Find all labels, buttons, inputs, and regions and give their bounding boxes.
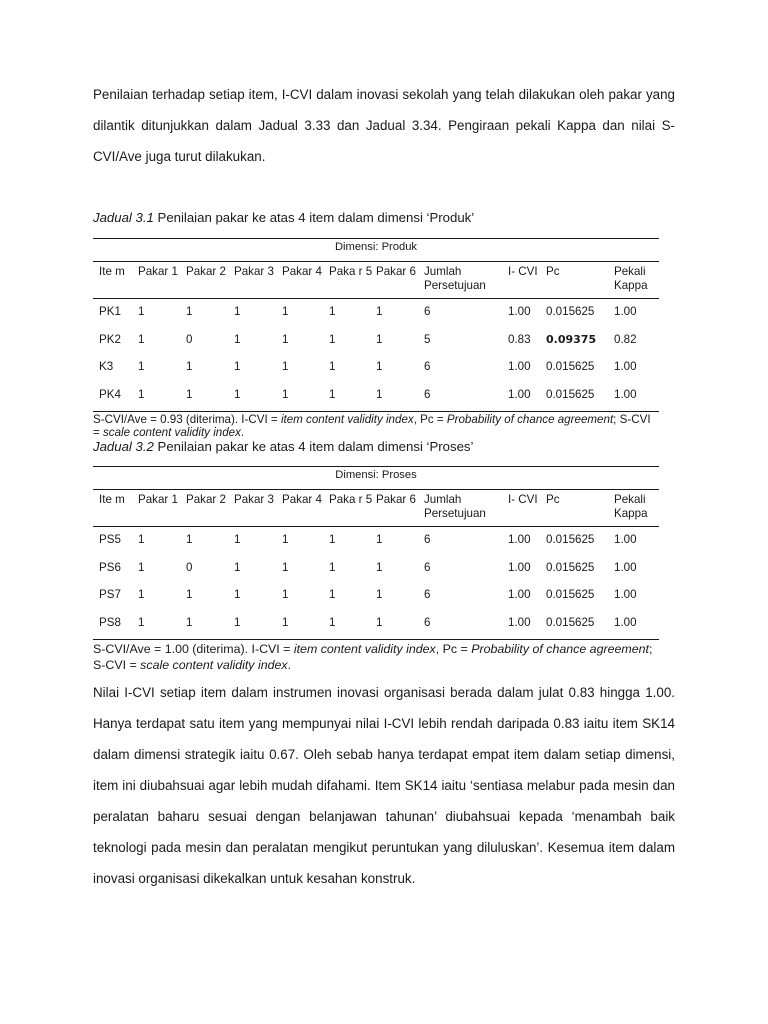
cell-pakar4: 1 [282, 588, 289, 601]
note-text: . [240, 426, 245, 439]
cell-pakar2: 1 [186, 533, 193, 546]
note-term: scale content validity index [140, 658, 288, 672]
note-text: ; S-CVI = [93, 642, 653, 672]
table1 [93, 238, 659, 439]
table1-grid [93, 262, 659, 298]
cell-kappa: 1.00 [614, 305, 637, 318]
cell-pakar3: 1 [234, 588, 241, 601]
note-term: item content validity index [293, 642, 436, 656]
table2-caption [93, 439, 663, 455]
col-header-pakar4: Pakar 4 [282, 493, 322, 506]
col-header-kappa: Pekali Kappa [614, 265, 648, 292]
cell-kappa: 1.00 [614, 588, 637, 601]
cell-jumlah: 6 [424, 560, 431, 574]
cell-pakar4: 1 [282, 305, 289, 318]
table-row [93, 299, 659, 329]
cell-pakar5: 1 [329, 560, 336, 574]
table1-caption [93, 210, 663, 226]
col-header-icvi: I- CVI [508, 265, 538, 278]
col-header-pakar5: Paka r 5 [329, 493, 373, 506]
note-text: , Pc = [435, 642, 472, 656]
table1-header-row [93, 262, 659, 298]
cell-pakar4: 1 [282, 387, 289, 401]
cell-item: PS8 [99, 615, 121, 629]
col-header-jumlah: Jumlah Persetujuan [424, 493, 486, 520]
col-header-pakar6: Pakar 6 [376, 265, 416, 278]
cell-pakar1: 1 [138, 615, 145, 629]
cell-pakar1: 1 [138, 360, 145, 373]
cell-pakar6: 1 [376, 588, 383, 601]
cell-pakar5: 1 [329, 615, 336, 629]
note-text: ; S-CVI = [93, 413, 651, 439]
table-row [93, 329, 659, 357]
cell-pakar1: 1 [138, 332, 145, 346]
cell-pc: 0.015625 [546, 560, 595, 574]
cell-pakar4: 1 [282, 560, 289, 574]
cell-icvi: 1.00 [508, 360, 531, 373]
cell-pakar5: 1 [329, 387, 336, 401]
cell-pakar2: 1 [186, 615, 193, 629]
cell-icvi: 1.00 [508, 588, 531, 601]
table2-footnote [93, 640, 659, 673]
cell-pakar4: 1 [282, 332, 289, 346]
table1-dimension: Dimensi: Produk [334, 241, 418, 253]
cell-pakar1: 1 [138, 387, 145, 401]
col-header-pakar6: Pakar 6 [376, 493, 416, 506]
cell-item: PS5 [99, 533, 121, 546]
table2-grid [93, 490, 659, 526]
cell-icvi: 0.83 [508, 332, 531, 346]
table1-caption-text: Penilaian pakar ke atas 4 item dalam dimensi ‘Produk’ [153, 210, 475, 225]
table2-caption-label: Jadual 3.2 [93, 439, 154, 454]
cell-kappa: 0.82 [614, 332, 637, 346]
cell-pakar2: 0 [186, 332, 193, 346]
cell-item: PK2 [99, 332, 121, 346]
cell-pakar1: 1 [138, 305, 145, 318]
col-header-pakar5: Paka r 5 [329, 265, 373, 278]
cell-item: PS6 [99, 560, 121, 574]
cell-pakar5: 1 [329, 588, 336, 601]
cell-pc: 0.015625 [546, 360, 595, 373]
table2-dimension: Dimensi: Proses [335, 469, 417, 481]
cell-pc: 0.09375 [546, 332, 597, 346]
cell-jumlah: 6 [424, 360, 431, 373]
table2-caption-text: Penilaian pakar ke atas 4 item dalam dimensi ‘Proses’ [153, 439, 474, 454]
cell-pakar5: 1 [329, 360, 336, 373]
cell-icvi: 1.00 [508, 533, 531, 546]
cell-pc: 0.015625 [546, 588, 595, 601]
cell-kappa: 1.00 [614, 560, 637, 574]
cell-jumlah: 5 [424, 332, 431, 346]
cell-pakar3: 1 [234, 305, 241, 318]
note-term: Probability of chance agreement [446, 413, 614, 426]
cell-jumlah: 6 [424, 615, 431, 629]
col-header-pakar3: Pakar 3 [234, 265, 274, 278]
cell-pakar2: 0 [186, 560, 193, 574]
note-text: , Pc = [413, 413, 447, 426]
cell-pakar3: 1 [234, 615, 241, 629]
cell-item: K3 [99, 360, 114, 373]
cell-pakar6: 1 [376, 533, 383, 546]
cell-pakar1: 1 [138, 588, 145, 601]
cell-kappa: 1.00 [614, 387, 637, 401]
cell-pakar5: 1 [329, 305, 336, 318]
note-text: . [287, 658, 292, 672]
cell-pakar3: 1 [234, 360, 241, 373]
cell-pakar6: 1 [376, 387, 383, 401]
cell-pakar1: 1 [138, 533, 145, 546]
cell-pakar3: 1 [234, 332, 241, 346]
col-header-item: Ite m [99, 265, 125, 278]
cell-icvi: 1.00 [508, 305, 531, 318]
outro-paragraph: Nilai I-CVI setiap item dalam instrumen inovasi organisasi berada dalam julat 0.83 hingga 1.00. Hanya terdapat satu item yang mempunyai nilai I-CVI lebih rendah daripada 0.83 iaitu item SK14 dalam dimensi strategik iaitu 0.67. Oleh sebab hanya terdapat empat item dalam setiap dimensi, item ini diubahsuai agar lebih mudah difahami. Item SK14 iaitu ‘sentiasa melabur pada mesin dan peralatan baharu sesuai dengan belanjawan tahunan’ diubahsuai kepada ‘menambah baik teknologi pada mesin dan peralatan mengikut peruntukan yang diluluskan’. Kesemua item dalam inovasi organisasi dikekalkan untuk kesahan konstruk. [93, 685, 675, 886]
cell-pakar2: 1 [186, 360, 193, 373]
col-header-pakar1: Pakar 1 [138, 493, 178, 506]
table1-body [93, 299, 659, 411]
table2-header-row [93, 490, 659, 526]
note-term: item content validity index [280, 413, 414, 426]
cell-kappa: 1.00 [614, 615, 637, 629]
note-term: Probability of chance agreement [471, 642, 649, 656]
note-text: S-CVI/Ave = 0.93 (diterima). I-CVI = [93, 413, 281, 426]
col-header-pc: Pc [546, 265, 560, 278]
cell-pakar5: 1 [329, 533, 336, 546]
col-header-pakar2: Pakar 2 [186, 265, 226, 278]
col-header-kappa: Pekali Kappa [614, 493, 648, 520]
cell-jumlah: 6 [424, 533, 431, 546]
cell-icvi: 1.00 [508, 615, 531, 629]
note-term: scale content validity index [103, 426, 241, 439]
cell-pakar6: 1 [376, 560, 383, 574]
table-row [93, 384, 659, 412]
note-text: S-CVI/Ave = 1.00 (diterima). I-CVI = [93, 642, 294, 656]
cell-pc: 0.015625 [546, 533, 595, 546]
cell-pc: 0.015625 [546, 387, 595, 401]
table-row [93, 356, 659, 384]
col-header-pakar3: Pakar 3 [234, 493, 274, 506]
cell-pc: 0.015625 [546, 305, 595, 318]
table-row [93, 527, 659, 557]
col-header-pakar1: Pakar 1 [138, 265, 178, 278]
table2-body [93, 527, 659, 639]
cell-item: PK4 [99, 387, 121, 401]
cell-item: PS7 [99, 588, 121, 601]
cell-pakar3: 1 [234, 387, 241, 401]
table1-footnote [93, 412, 659, 439]
cell-jumlah: 6 [424, 305, 431, 318]
cell-icvi: 1.00 [508, 560, 531, 574]
cell-pakar4: 1 [282, 360, 289, 373]
cell-pakar6: 1 [376, 615, 383, 629]
intro-paragraph: Penilaian terhadap setiap item, I-CVI dalam inovasi sekolah yang telah dilakukan oleh pakar yang dilantik ditunjukkan dalam Jadual 3.33 dan Jadual 3.34. Pengiraan pekali Kappa dan nilai S-CVI/Ave juga turut dilakukan. [93, 87, 675, 164]
col-header-pakar4: Pakar 4 [282, 265, 322, 278]
cell-item: PK1 [99, 305, 121, 318]
col-header-icvi: I- CVI [508, 493, 538, 506]
cell-pakar6: 1 [376, 360, 383, 373]
cell-icvi: 1.00 [508, 387, 531, 401]
cell-pakar2: 1 [186, 588, 193, 601]
cell-pakar2: 1 [186, 387, 193, 401]
cell-pakar6: 1 [376, 332, 383, 346]
cell-kappa: 1.00 [614, 533, 637, 546]
cell-pakar3: 1 [234, 560, 241, 574]
table-row [93, 557, 659, 585]
table2 [93, 466, 659, 673]
col-header-pakar2: Pakar 2 [186, 493, 226, 506]
table-row [93, 612, 659, 640]
col-header-item: Ite m [99, 493, 125, 506]
cell-pakar2: 1 [186, 305, 193, 318]
cell-pakar4: 1 [282, 533, 289, 546]
cell-jumlah: 6 [424, 387, 431, 401]
cell-pakar5: 1 [329, 332, 336, 346]
cell-kappa: 1.00 [614, 360, 637, 373]
col-header-jumlah: Jumlah Persetujuan [424, 265, 486, 292]
col-header-pc: Pc [546, 493, 560, 506]
cell-pakar6: 1 [376, 305, 383, 318]
cell-pakar4: 1 [282, 615, 289, 629]
table-row [93, 584, 659, 612]
table1-caption-label: Jadual 3.1 [93, 210, 154, 225]
cell-pakar1: 1 [138, 560, 145, 574]
cell-pc: 0.015625 [546, 615, 595, 629]
cell-jumlah: 6 [424, 588, 431, 601]
cell-pakar3: 1 [234, 533, 241, 546]
